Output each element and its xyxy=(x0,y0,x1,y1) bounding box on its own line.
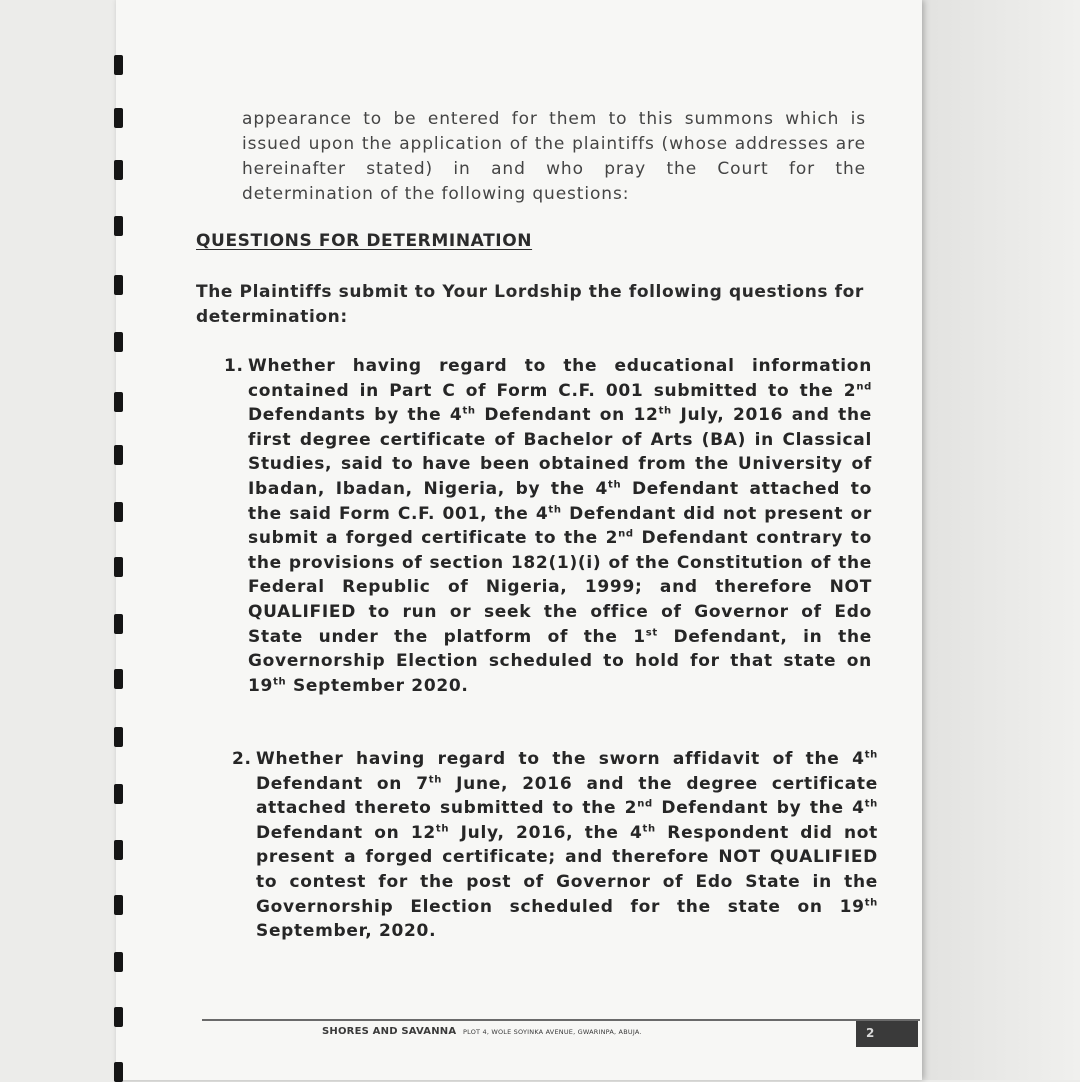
intro-paragraph: appearance to be entered for them to this summons which is issued upon the application of the plaintiffs (whose addresses are hereinafter stated) in and who pray the Court for the determination of the following questions: xyxy=(242,109,866,204)
binding-hole xyxy=(114,669,123,689)
question-number: 2. xyxy=(232,749,252,769)
footer-firm-name: SHORES AND SAVANNA xyxy=(322,1026,457,1037)
binding-hole xyxy=(114,502,123,522)
binding-hole xyxy=(114,895,123,915)
binding-hole xyxy=(114,727,123,747)
binding-hole xyxy=(114,1062,123,1082)
binding-hole xyxy=(114,445,123,465)
lead-paragraph: The Plaintiffs submit to Your Lordship the following questions for determination: xyxy=(196,282,864,327)
binding-hole xyxy=(114,108,123,128)
binding-hole xyxy=(114,216,123,236)
binding-hole xyxy=(114,160,123,180)
binding-hole xyxy=(114,840,123,860)
footer xyxy=(322,1026,642,1037)
binding-hole xyxy=(114,784,123,804)
binding-hole xyxy=(114,332,123,352)
question-text: Whether having regard to the sworn affidavit of the 4th Defendant on 7th June, 2016 and the degree certificate attached thereto submitted to the 2nd Defendant by the 4th Defendant on 12th July, 2016, the 4th Respondent did not present a forged certificate; and therefore NOT QUALIFIED to contest for the post of Governor of Edo State in the Governorship Election scheduled for the state on 19th September, 2020. xyxy=(256,749,879,942)
page-number-box xyxy=(856,1021,918,1047)
binding-hole xyxy=(114,614,123,634)
footer-rule xyxy=(202,1019,920,1021)
section-heading: QUESTIONS FOR DETERMINATION xyxy=(196,231,533,251)
page-number: 2 xyxy=(866,1026,875,1040)
spiral-binding xyxy=(112,0,126,1080)
next-page-edge xyxy=(922,0,1080,1080)
question-item-1 xyxy=(224,354,873,698)
binding-hole xyxy=(114,392,123,412)
question-text: Whether having regard to the educational information contained in Part C of Form C.F. 001 submitted to the 2nd Defendants by the 4th Defendant on 12th July, 2016 and the first degree certificate of Bachelor of Arts (BA) in Classical Studies, said to have been obtained from the University of Ibadan, Ibadan, Nigeria, by the 4th Defendant attached to the said Form C.F. 001, the 4th Defendant did not present or submit a forged certificate to the 2nd Defendant contrary to the provisions of section 182(1)(i) of the Constitution of the Federal Republic of Nigeria, 1999; and therefore NOT QUALIFIED to run or seek the office of Governor of Edo State under the platform of the 1st Defendant, in the Governorship Election scheduled to hold for that state on 19th September 2020. xyxy=(248,356,873,696)
question-number: 1. xyxy=(224,356,244,376)
question-item-2 xyxy=(232,747,879,944)
binding-hole xyxy=(114,557,123,577)
footer-address: PLOT 4, WOLE SOYINKA AVENUE, GWARINPA, ABUJA. xyxy=(463,1028,642,1036)
binding-hole xyxy=(114,55,123,75)
binding-hole xyxy=(114,952,123,972)
binding-hole xyxy=(114,275,123,295)
binding-hole xyxy=(114,1007,123,1027)
